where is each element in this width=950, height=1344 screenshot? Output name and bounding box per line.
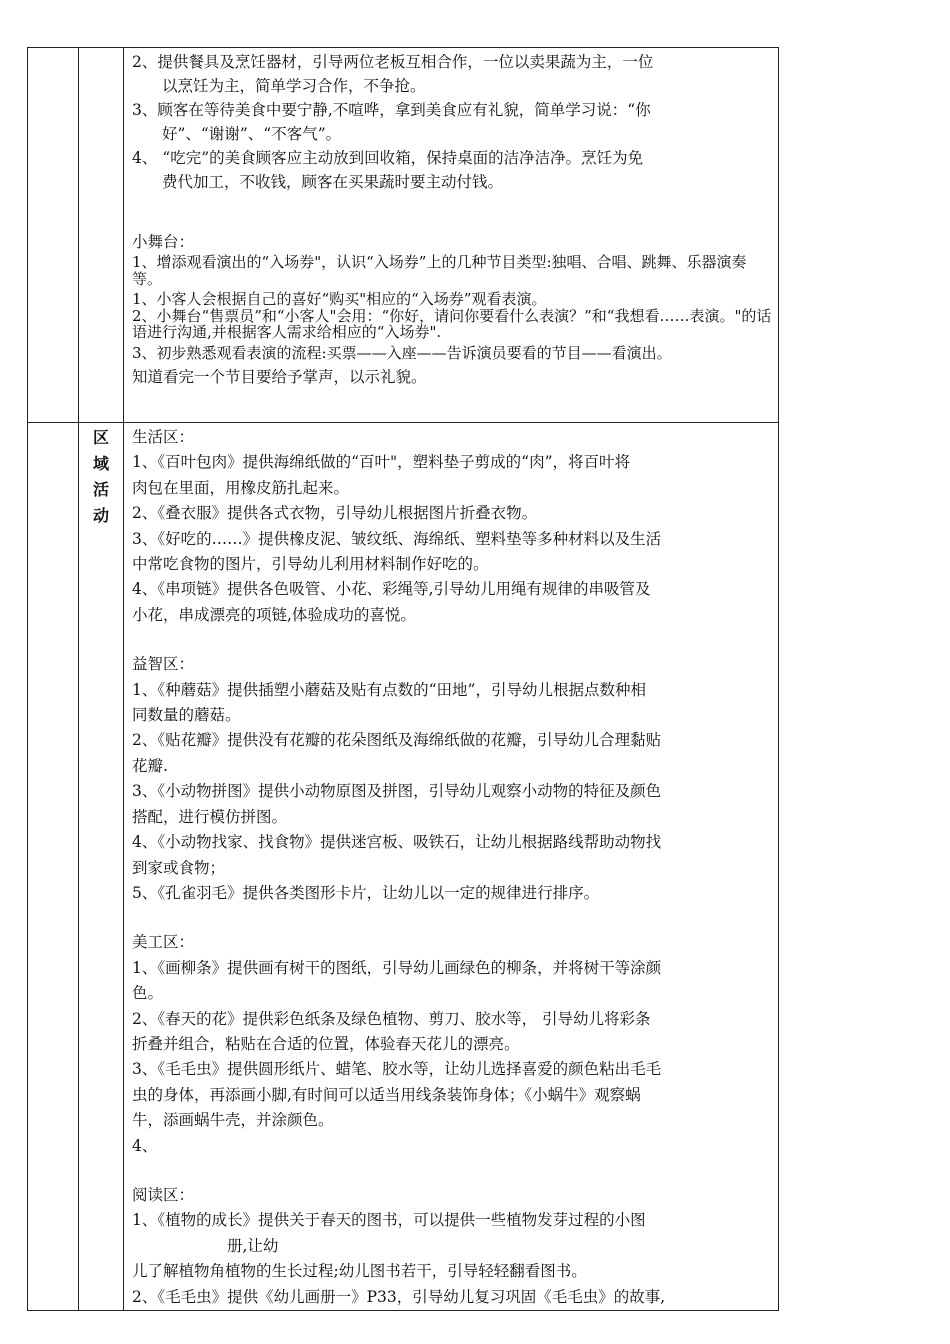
text-line: 搭配，进行模仿拼图。 [132,807,288,826]
spacer [132,906,772,930]
list-item [132,501,772,526]
text-line: 儿了解植物角植物的生长过程;幼儿图书若干，引导轻轻翻看图书。 [132,1262,587,1281]
text-line: 4、 “吃完”的美食顾客应主动放到回收箱，保持桌面的洁净洁净。烹饪为免 [132,149,644,167]
text-line: 2、《贴花瓣》提供没有花瓣的花朵图纸及海绵纸做的花瓣，引导幼儿合理黏贴 [132,731,662,750]
section-title-stage: 小舞台： [132,233,195,251]
text-line: 1、《画柳条》提供画有树干的图纸，引导幼儿画绿色的柳条，并将树干等涂颜 [132,958,662,977]
section-title-puzzle: 益智区： [132,655,195,674]
text-line: 3、顾客在等待美食中要宁静,不喧哗，拿到美食应有礼貌，简单学习说：“你 [132,101,651,119]
list-item [132,577,772,628]
content-cell [124,423,779,1311]
text-line: 3、《毛毛虫》提供圆形纸片、蜡笔、胶水等，让幼儿选择喜爱的颜色粘出毛毛 [132,1060,662,1079]
document-page [27,47,775,1306]
text-line: 1、《种蘑菇》提供插塑小蘑菇及贴有点数的“田地”，引导幼儿根据点数种相 [132,680,646,699]
list-item [132,98,772,146]
list-item [132,956,772,1007]
list-item [132,779,772,830]
list-item [132,830,772,881]
stage-item: 1、增添观看演出的“入场券"，认识“入场券”上的几种节目类型:独唱、合唱、跳舞、乐器演奏等。 [132,253,747,288]
text-line: 到家或食物； [132,858,226,877]
content-cell [124,48,779,423]
stage-item: 2、小舞台“售票员”和“小客人"会用：“你好，请问你要看什么表演？”和“我想看……表演。"的话语进行沟通,并根据客人需求给相应的“入场券". [132,306,772,341]
text-line: 2、《春天的花》提供彩色纸条及绿色植物、剪刀、胶水等， 引导幼儿将彩条 [132,1009,651,1028]
list-item [132,1285,772,1310]
list-item [132,527,772,578]
stage-item: 1、小客人会根据自己的喜好“购买"相应的“入场券”观看表演。 [132,290,547,308]
label-char: 活 [92,480,109,499]
table-row-top [28,48,779,423]
table-row-area [28,423,779,1311]
blank-cell [28,48,79,423]
list-item [132,1134,772,1159]
list-item [132,450,772,501]
text-line: 4、 [132,1136,158,1155]
text-line: 折叠并组合，粘贴在合适的位置，体验春天花儿的漂亮。 [132,1034,520,1053]
text-line: 2、提供餐具及烹饪器材，引导两位老板互相合作，一位以卖果蔬为主，一位 [132,53,654,71]
section-title-life: 生活区： [132,428,195,446]
blank-label-cell [79,48,124,423]
spacer [132,194,772,218]
text-line: 肉包在里面，用橡皮筋扎起来。 [132,478,350,497]
label-char: 域 [92,454,109,473]
text-line: 5、《孔雀羽毛》提供各类图形卡片，让幼儿以一定的规律进行排序。 [132,883,600,902]
text-line: 4、《小动物找家、找食物》提供迷宫板、吸铁石，让幼儿根据路线帮助动物找 [132,833,662,852]
area-activity-label [79,423,123,529]
list-item [132,50,772,98]
list-item [132,146,772,194]
label-char: 动 [92,506,109,525]
label-char: 区 [92,428,109,447]
text-line: 同数量的蘑菇。 [132,706,241,725]
area-label-cell [79,423,124,1311]
list-item [132,1208,772,1284]
list-item [132,1057,772,1133]
text-line: 2、《毛毛虫》提供《幼儿画册一》P33，引导幼儿复习巩固《毛毛虫》的故事, [132,1287,666,1306]
text-line: 3、《好吃的……》提供橡皮泥、皱纹纸、海绵纸、塑料垫等多种材料以及生活 [132,529,662,548]
text-line: 好”、“谢谢”、“不客气”。 [162,125,342,143]
list-item [132,678,772,729]
text-line: 2、《叠衣服》提供各式衣物，引导幼儿根据图片折叠衣物。 [132,504,538,523]
stage-item: 3、初步熟悉观看表演的流程:买票——入座——告诉演员要看的节目——看演出。 [132,343,672,362]
text-line: 小花，串成漂亮的项链,体验成功的喜悦。 [132,605,416,624]
stage-footer: 知道看完一个节目要给予掌声，以示礼貌。 [132,368,427,386]
text-line: 色。 [132,984,164,1003]
text-line: 中常吃食物的图片，引导幼儿利用材料制作好吃的。 [132,555,489,574]
spacer [132,628,772,652]
list-item [132,728,772,779]
text-line: 1、《植物的成长》提供关于春天的图书，可以提供一些植物发芽过程的小图 [132,1211,646,1230]
text-line: 以烹饪为主，简单学习合作，不争抢。 [162,77,426,95]
list-item [132,1007,772,1058]
text-line: 牛，添画蜗牛壳，并涂颜色。 [132,1111,334,1130]
section-title-art: 美工区： [132,933,195,952]
text-line: 虫的身体，再添画小脚,有时间可以适当用线条装饰身体；《小蜗牛》观察蜗 [132,1085,641,1104]
spacer [132,1159,772,1183]
blank-cell [28,423,79,1311]
text-line: 花瓣. [132,756,168,775]
list-item [132,881,772,906]
section-title-reading: 阅读区： [132,1185,195,1204]
text-line: 1、《百叶包肉》提供海绵纸做的“百叶"，塑料垫子剪成的“肉”，将百叶将 [132,453,631,472]
plan-table [27,47,779,1311]
text-line: 4、《串项链》提供各色吸管、小花、彩绳等,引导幼儿用绳有规律的串吸管及 [132,580,651,599]
text-line: 费代加工，不收钱，顾客在买果蔬时要主动付钱。 [162,173,504,191]
text-line: 册,让幼 [227,1236,279,1255]
text-line: 3、《小动物拼图》提供小动物原图及拼图，引导幼儿观察小动物的特征及颜色 [132,782,662,801]
